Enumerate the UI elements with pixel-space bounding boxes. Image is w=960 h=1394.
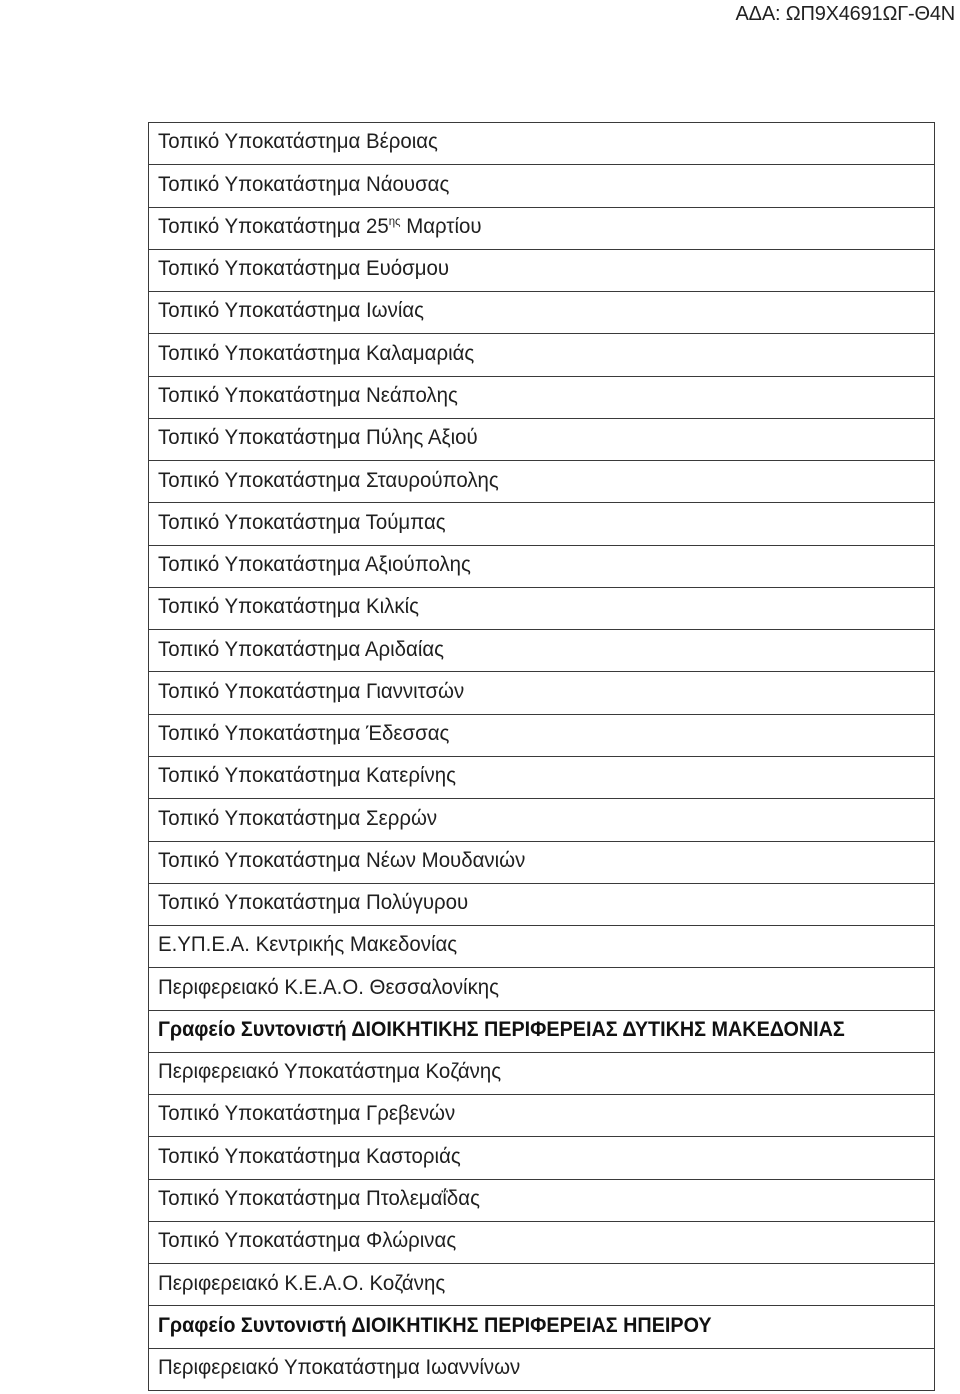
row-label: Τοπικό Υποκατάστημα Νέων Μουδανιών [158,847,526,872]
row-label: Τοπικό Υποκατάστημα Αξιούπολης [158,552,471,577]
row-label: Τοπικό Υποκατάστημα Φλώρινας [158,1228,457,1253]
table-row [149,1053,934,1095]
row-label-superscript: ης [388,214,401,229]
row-label: Περιφερειακό Κ.Ε.Α.Ο. Θεσσαλονίκης [158,974,500,999]
row-label: Τοπικό Υποκατάστημα Νεάπολης [158,382,458,407]
office-table [148,122,935,1391]
table-row [149,630,934,672]
row-label: Τοπικό Υποκατάστημα Κατερίνης [158,763,456,788]
table-row [149,292,934,334]
table-row [149,926,934,968]
row-label: Τοπικό Υποκατάστημα Ιωνίας [158,298,425,323]
table-row [149,1137,934,1179]
table-row [149,715,934,757]
row-label: Τοπικό Υποκατάστημα Κιλκίς [158,594,419,619]
table-row [149,503,934,545]
table-row [149,165,934,207]
row-label: Τοπικό Υποκατάστημα Γιαννιτσών [158,678,465,703]
table-row [149,123,934,165]
table-row [149,461,934,503]
table-row [149,208,934,250]
row-label-rest: Μαρτίου [400,214,482,239]
row-label: Τοπικό Υποκατάστημα Ευόσμου [158,256,450,281]
table-row [149,377,934,419]
row-label: Τοπικό Υποκατάστημα Τούμπας [158,509,446,534]
table-row [149,1264,934,1306]
table-row [149,1180,934,1222]
table-row [149,799,934,841]
table-row [149,884,934,926]
row-label: Τοπικό Υποκατάστημα Πτολεμαΐδας [158,1186,480,1211]
row-label [158,215,482,238]
section-heading-label: Γραφείο Συντονιστή ΔΙΟΙΚΗΤΙΚΗΣ ΠΕΡΙΦΕΡΕΙΑΣ ΔΥΤΙΚΗΣ ΜΑΚΕΔΟΝΙΑΣ [158,1016,845,1041]
table-row [149,968,934,1010]
table-row [149,672,934,714]
row-label: Τοπικό Υποκατάστημα Νάουσας [158,171,450,196]
table-row [149,250,934,292]
row-label: Τοπικό Υποκατάστημα Πύλης Αξιού [158,425,478,450]
row-label: Περιφερειακό Κ.Ε.Α.Ο. Κοζάνης [158,1270,446,1295]
row-label: Τοπικό Υποκατάστημα Σταυρούπολης [158,467,499,492]
row-label: Ε.ΥΠ.Ε.Α. Κεντρικής Μακεδονίας [158,932,458,957]
table-row-section-heading [149,1011,934,1053]
row-label: Τοπικό Υποκατάστημα Καστοριάς [158,1143,461,1168]
row-label: Τοπικό Υποκατάστημα Σερρών [158,805,438,830]
table-row [149,1349,934,1391]
ada-reference: ΑΔΑ: ΩΠ9Χ4691ΩΓ-Θ4Ν [735,3,955,25]
table-row [149,842,934,884]
table-row [149,757,934,799]
row-label: Τοπικό Υποκατάστημα Γρεβενών [158,1101,456,1126]
table-row [149,1095,934,1137]
table-row-section-heading [149,1306,934,1348]
row-label: Τοπικό Υποκατάστημα Πολύγυρου [158,890,469,915]
section-heading-label: Γραφείο Συντονιστή ΔΙΟΙΚΗΤΙΚΗΣ ΠΕΡΙΦΕΡΕΙΑΣ ΗΠΕΙΡΟΥ [158,1312,712,1337]
table-row [149,419,934,461]
row-label: Περιφερειακό Υποκατάστημα Κοζάνης [158,1059,502,1084]
table-row [149,588,934,630]
row-label: Τοπικό Υποκατάστημα Αριδαίας [158,636,445,661]
row-label: Περιφερειακό Υποκατάστημα Ιωαννίνων [158,1355,521,1380]
row-label-main: Τοπικό Υποκατάστημα 25 [158,214,389,239]
table-row [149,546,934,588]
row-label: Τοπικό Υποκατάστημα Βέροιας [158,129,438,154]
row-label: Τοπικό Υποκατάστημα Έδεσσας [158,721,450,746]
table-row [149,1222,934,1264]
row-label: Τοπικό Υποκατάστημα Καλαμαριάς [158,340,475,365]
table-row [149,334,934,376]
